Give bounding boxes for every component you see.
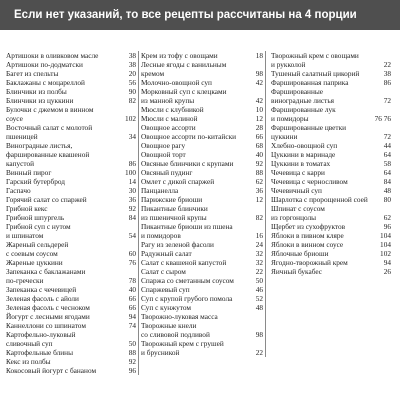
page-number: 22 [255, 348, 263, 357]
index-entry [271, 222, 391, 231]
recipe-title: Пикантные блинчики из пшеничной крупы [141, 204, 208, 222]
recipe-title: Суп с крупой грубого помола [141, 294, 233, 303]
index-entry [6, 330, 136, 348]
page-number: 92 [128, 204, 136, 213]
recipe-title: Йогурт с лесными ягодами [6, 312, 90, 321]
recipe-title: Салат с сыром [141, 267, 186, 276]
index-entry [141, 51, 263, 60]
page-number: 12 [255, 114, 263, 123]
recipe-title: Кекс из полбы [6, 357, 51, 366]
recipe-title: Запеканка с баклажанами по-гречески [6, 267, 86, 285]
index-entry [271, 240, 391, 249]
index-entry [141, 123, 263, 132]
index-entry [141, 204, 263, 222]
index-entry [141, 276, 263, 285]
page-number: 104 [380, 231, 391, 240]
page-number: 100 [125, 168, 136, 177]
recipe-title: Артишоки в оливковом масле [6, 51, 99, 60]
page-number: 78 [128, 276, 136, 285]
page-number: 94 [128, 312, 136, 321]
index-entry [6, 204, 136, 213]
index-entry [6, 78, 136, 87]
index-entry [141, 87, 263, 105]
recipe-title: Артишоки по-додматски [6, 60, 83, 69]
recipe-title: Чечевичный суп [271, 186, 322, 195]
recipe-title: Картофельные блины [6, 348, 73, 357]
index-entry [271, 159, 391, 168]
index-entry [6, 348, 136, 357]
page-number: 36 [255, 186, 263, 195]
index-entry [141, 168, 263, 177]
index-entry [141, 285, 263, 294]
index-entry [6, 105, 136, 123]
index-entry [141, 78, 263, 87]
index-entry [141, 339, 263, 357]
index-entry [271, 186, 391, 195]
page-number: 40 [128, 285, 136, 294]
page-number: 46 [255, 285, 263, 294]
page-number: 86 [128, 159, 136, 168]
index-column-2 [141, 51, 266, 357]
recipe-title: Лесные ягоды с ванильным кремом [141, 60, 227, 78]
page-number: 42 [255, 96, 263, 105]
page-number: 82 [255, 213, 263, 222]
page-number: 18 [255, 51, 263, 60]
page-number: 32 [255, 249, 263, 258]
recipe-title: Овсяный пудинг [141, 168, 193, 177]
recipe-title: Яблоки в винном соусе [271, 240, 344, 249]
page-number: 102 [125, 114, 136, 123]
index-entry [141, 150, 263, 159]
index-entry [6, 357, 136, 366]
recipe-title: Яблочные бриоши [271, 249, 329, 258]
index-column-3 [271, 51, 391, 276]
index-column-1 [6, 51, 139, 375]
index-entry [6, 366, 136, 375]
page-number: 84 [383, 177, 391, 186]
page-number: 50 [128, 339, 136, 348]
index-entry [141, 222, 263, 240]
page-number: 48 [383, 186, 391, 195]
index-entry [6, 285, 136, 294]
page-number: 104 [380, 240, 391, 249]
page-number: 36 [128, 195, 136, 204]
page-number: 16 [255, 231, 263, 240]
index-entry [6, 240, 136, 258]
index-entry [271, 249, 391, 258]
page-number: 76 76 [374, 114, 391, 123]
page-number: 44 [383, 141, 391, 150]
page-number: 94 [383, 258, 391, 267]
page-number: 98 [255, 69, 263, 78]
index-entry [271, 177, 391, 186]
index-entry [141, 195, 263, 204]
recipe-title: Радужный салат [141, 249, 192, 258]
page-number: 58 [383, 159, 391, 168]
page-number: 80 [383, 195, 391, 204]
recipe-title: Молочно-овощной суп [141, 78, 212, 87]
page-number: 84 [128, 213, 136, 222]
page-number: 64 [383, 150, 391, 159]
recipe-title: Винный пирог [6, 168, 52, 177]
page-number: 76 [128, 258, 136, 267]
recipe-title: Блинчики из цуккини [6, 96, 74, 105]
page-number: 102 [380, 249, 391, 258]
page-number: 62 [255, 177, 263, 186]
recipe-title: Спаржа со сметанным соусом [141, 276, 234, 285]
recipe-title: Булочки с джемом в винном соусе [6, 105, 94, 123]
index-entry [141, 240, 263, 249]
recipe-title: Виноградные листья, фаршированные квашеной капустой [6, 141, 90, 168]
page-number: 10 [255, 105, 263, 114]
recipe-title: Тушеный салатный цикорий [271, 69, 360, 78]
index-entry [141, 312, 263, 321]
index-entry [6, 213, 136, 222]
page-number: 22 [255, 267, 263, 276]
page-number: 48 [255, 303, 263, 312]
index-entry [271, 123, 391, 141]
index-entry [141, 186, 263, 195]
page-number: 28 [255, 123, 263, 132]
recipe-title: Грибной шпургель [6, 213, 65, 222]
recipe-title: Фаршированные лук и помидоры [271, 105, 336, 123]
index-entry [141, 177, 263, 186]
page-number: 34 [128, 132, 136, 141]
index-entry [271, 150, 391, 159]
page-number: 64 [383, 168, 391, 177]
recipe-title: Фаршированные виноградные листья [271, 87, 335, 105]
page-number: 56 [128, 78, 136, 87]
index-entry [6, 60, 136, 69]
page-number: 72 [383, 132, 391, 141]
index-entry [271, 87, 391, 105]
page-number: 72 [383, 96, 391, 105]
page-number: 98 [255, 330, 263, 339]
index-entry [6, 51, 136, 60]
recipe-title: Грибной суп с нутом и шпинатом [6, 222, 71, 240]
page-number: 20 [128, 69, 136, 78]
index-entry [6, 258, 136, 267]
page-number: 12 [255, 195, 263, 204]
page-number: 38 [128, 60, 136, 69]
index-entry [141, 258, 263, 267]
page-number: 14 [128, 177, 136, 186]
recipe-title: Панцанелла [141, 186, 179, 195]
page-number: 38 [383, 69, 391, 78]
page-number: 68 [255, 141, 263, 150]
page-number: 60 [128, 249, 136, 258]
recipe-title: Хлебно-овощной суп [271, 141, 338, 150]
recipe-title: Овсяные блинчики с крупами [141, 159, 234, 168]
index-entry [271, 69, 391, 78]
page-number: 40 [255, 150, 263, 159]
index-entry [271, 204, 391, 222]
index-entry [6, 222, 136, 240]
index-entry [141, 294, 263, 303]
index-entry [271, 168, 391, 177]
recipe-title: Цуккини в томатах [271, 159, 331, 168]
index-entry [6, 177, 136, 186]
recipe-title: Фаршированная паприка [271, 78, 349, 87]
index-entry [141, 141, 263, 150]
recipe-title: Яичный букабес [271, 267, 323, 276]
recipe-title: Салат с квашеной капустой [141, 258, 227, 267]
page-number: 24 [255, 240, 263, 249]
page-number: 62 [383, 213, 391, 222]
index-entry [6, 195, 136, 204]
page-number: 74 [128, 321, 136, 330]
index-entry [271, 258, 391, 267]
page-number: 66 [255, 132, 263, 141]
page-number: 96 [383, 222, 391, 231]
recipe-title: Цуккини в маринаде [271, 150, 336, 159]
recipe-title: Баклажаны с моцареллой [6, 78, 85, 87]
recipe-title: Овощное ассорти по-китайски [141, 132, 237, 141]
recipe-title: Парижские бриоши [141, 195, 203, 204]
page-number: 50 [255, 276, 263, 285]
page-number: 92 [255, 159, 263, 168]
index-entry [141, 132, 263, 141]
index-entry [271, 195, 391, 204]
recipe-title: Шпинат с соусом из горгонцолы [271, 204, 325, 222]
recipe-title: Гарский бутерброд [6, 177, 66, 186]
page-number: 42 [255, 78, 263, 87]
index-entry [6, 294, 136, 303]
recipe-title: Зеленая фасоль с айоли [6, 294, 79, 303]
page-number: 30 [128, 186, 136, 195]
index-entry [141, 60, 263, 78]
index-entry [6, 123, 136, 141]
index-entry [141, 267, 263, 276]
page-number: 82 [128, 96, 136, 105]
page-number: 52 [255, 294, 263, 303]
recipe-title: Грибной кекс [6, 204, 48, 213]
recipe-title: Кокосовый йогурт с бананом [6, 366, 97, 375]
page-number: 88 [255, 168, 263, 177]
page-number: 66 [128, 294, 136, 303]
index-entry [6, 168, 136, 177]
recipe-title: Блинчики из полбы [6, 87, 67, 96]
index-entry [141, 105, 263, 114]
page-number: 90 [128, 87, 136, 96]
recipe-title: Морковный суп с клецками из манной крупы [141, 87, 227, 105]
index-entry [6, 303, 136, 312]
index-entry [6, 186, 136, 195]
recipe-title: Крем из тофу с овощами [141, 51, 218, 60]
page-number: 38 [128, 51, 136, 60]
recipe-title: Щербет из сухофруктов [271, 222, 346, 231]
recipe-title: Омлет с дикой спаржей [141, 177, 215, 186]
page-number: 96 [128, 366, 136, 375]
recipe-title: Шарлотка с пророщенной соей [271, 195, 368, 204]
index-entry [271, 231, 391, 240]
recipe-title: Чечевица с черносливом [271, 177, 348, 186]
recipe-title: Пикантные бриоши из пшена и помидоров [141, 222, 233, 240]
index-entry [6, 141, 136, 168]
recipe-title: Овощное рагу [141, 141, 186, 150]
recipe-title: Запеканка с чечевицей [6, 285, 77, 294]
index-entry [141, 321, 263, 339]
recipe-title: Фаршированные цветки цуккини [271, 123, 347, 141]
recipe-title: Багет из спельты [6, 69, 59, 78]
index-entry [271, 78, 391, 87]
page-number: 54 [128, 231, 136, 240]
recipe-title: Ягодно-творожный крем [271, 258, 348, 267]
index-entry [6, 312, 136, 321]
recipe-title: Восточный салат с молотой пшеницей [6, 123, 93, 141]
index-entry [6, 96, 136, 105]
recipe-title: Овощное ассорти [141, 123, 196, 132]
recipe-title: Творожно-луковая масса [141, 312, 218, 321]
index-entry [271, 267, 391, 276]
page-number: 92 [128, 357, 136, 366]
page-number: 32 [255, 258, 263, 267]
recipe-title: Творожный крем с грушей и брусникой [141, 339, 224, 357]
recipe-title: Жареные цуккини [6, 258, 63, 267]
recipe-title: Картофельно-луковый сливочный суп [6, 330, 76, 348]
index-entry [141, 249, 263, 258]
recipe-title: Суп с кунжутом [141, 303, 192, 312]
index-entry [6, 267, 136, 285]
header-title: Если нет указаний, то все рецепты рассчитаны на 4 порции [14, 9, 357, 21]
index-entry [271, 51, 391, 69]
index-entry [6, 87, 136, 96]
recipe-title: Зеленая фасоль с чесноком [6, 303, 90, 312]
recipe-title: Горячий салат со спаржей [6, 195, 87, 204]
index-entry [271, 141, 391, 150]
recipe-title: Каннеллони со шпинатом [6, 321, 86, 330]
page-number: 66 [128, 303, 136, 312]
recipe-title: Творожные кнели со сливовой подливой [141, 321, 210, 339]
recipe-title: Овощной торт [141, 150, 186, 159]
page-number: 88 [128, 348, 136, 357]
page-number: 22 [383, 60, 391, 69]
recipe-title: Мюсли с малиной [141, 114, 198, 123]
recipe-title: Спаржевый суп [141, 285, 190, 294]
page-number: 86 [383, 78, 391, 87]
recipe-title: Гаспачо [6, 186, 31, 195]
index-entry [6, 321, 136, 330]
page-number: 26 [383, 267, 391, 276]
recipe-title: Творожный крем с овощами и рукколой [271, 51, 359, 69]
index-entry [141, 303, 263, 312]
recipe-title: Яблоки в пивном кляре [271, 231, 344, 240]
recipe-title: Жареный сельдерей с соевым соусом [6, 240, 69, 258]
index-entry [141, 159, 263, 168]
recipe-title: Мюсли с клубникой [141, 105, 204, 114]
index-entry [141, 114, 263, 123]
recipe-title: Чечевица с карри [271, 168, 325, 177]
index-entry [6, 69, 136, 78]
recipe-title: Рагу из зеленой фасоли [141, 240, 214, 249]
index-entry [271, 105, 391, 123]
header-banner [0, 0, 400, 30]
